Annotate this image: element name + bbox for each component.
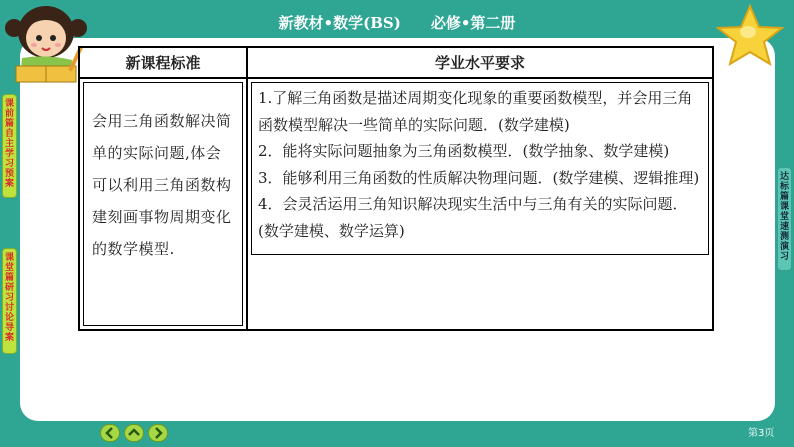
requirement-item-2: 2．能将实际问题抽象为三角函数模型．(数学抽象、数学建模) (258, 142, 670, 160)
next-icon (149, 425, 167, 441)
table-row (79, 78, 713, 330)
requirement-item-3: 3．能够利用三角函数的性质解决物理问题．(数学建模、逻辑推理) (258, 168, 700, 187)
standard-text: 会用三角函数解决简单的实际问题,体会可以利用三角函数构建刻画事物周期变化的数学模型. (92, 112, 232, 258)
home-button[interactable] (124, 424, 144, 442)
requirements-box (251, 82, 709, 255)
standard-box (83, 82, 243, 326)
requirements-cell (247, 78, 713, 330)
requirement-item-1: 1.了解三角函数是描述周期变化现象的重要函数模型，并会用三角函数模型解决一些简单的实际问题．(数学建模) (258, 89, 693, 134)
header-title: 新教材•数学(BS) 必修•第二册 (278, 14, 516, 32)
tab-pre-class[interactable]: 课前篇自主学习预案 (2, 94, 17, 198)
requirement-item-4: 4．会灵活运用三角知识解决现实生活中与三角有关的实际问题．(数学建模、数学运算) (258, 195, 688, 240)
prev-button[interactable] (100, 424, 120, 442)
next-button[interactable] (148, 424, 168, 442)
tab-in-class[interactable]: 课堂篇研习讨论导案 (2, 248, 17, 354)
header-bar (0, 0, 794, 38)
home-icon (125, 425, 143, 441)
table-header-row (79, 47, 713, 78)
tab-assessment[interactable]: 达标篇课堂速测演习 (777, 167, 792, 271)
page-number: 第3页 (748, 428, 775, 439)
standard-cell (79, 78, 247, 330)
col-requirement-header: 学业水平要求 (247, 47, 713, 78)
prev-icon (101, 425, 119, 441)
star-icon (710, 2, 788, 70)
standards-table (78, 46, 714, 331)
col-standard-header: 新课程标准 (79, 47, 247, 78)
